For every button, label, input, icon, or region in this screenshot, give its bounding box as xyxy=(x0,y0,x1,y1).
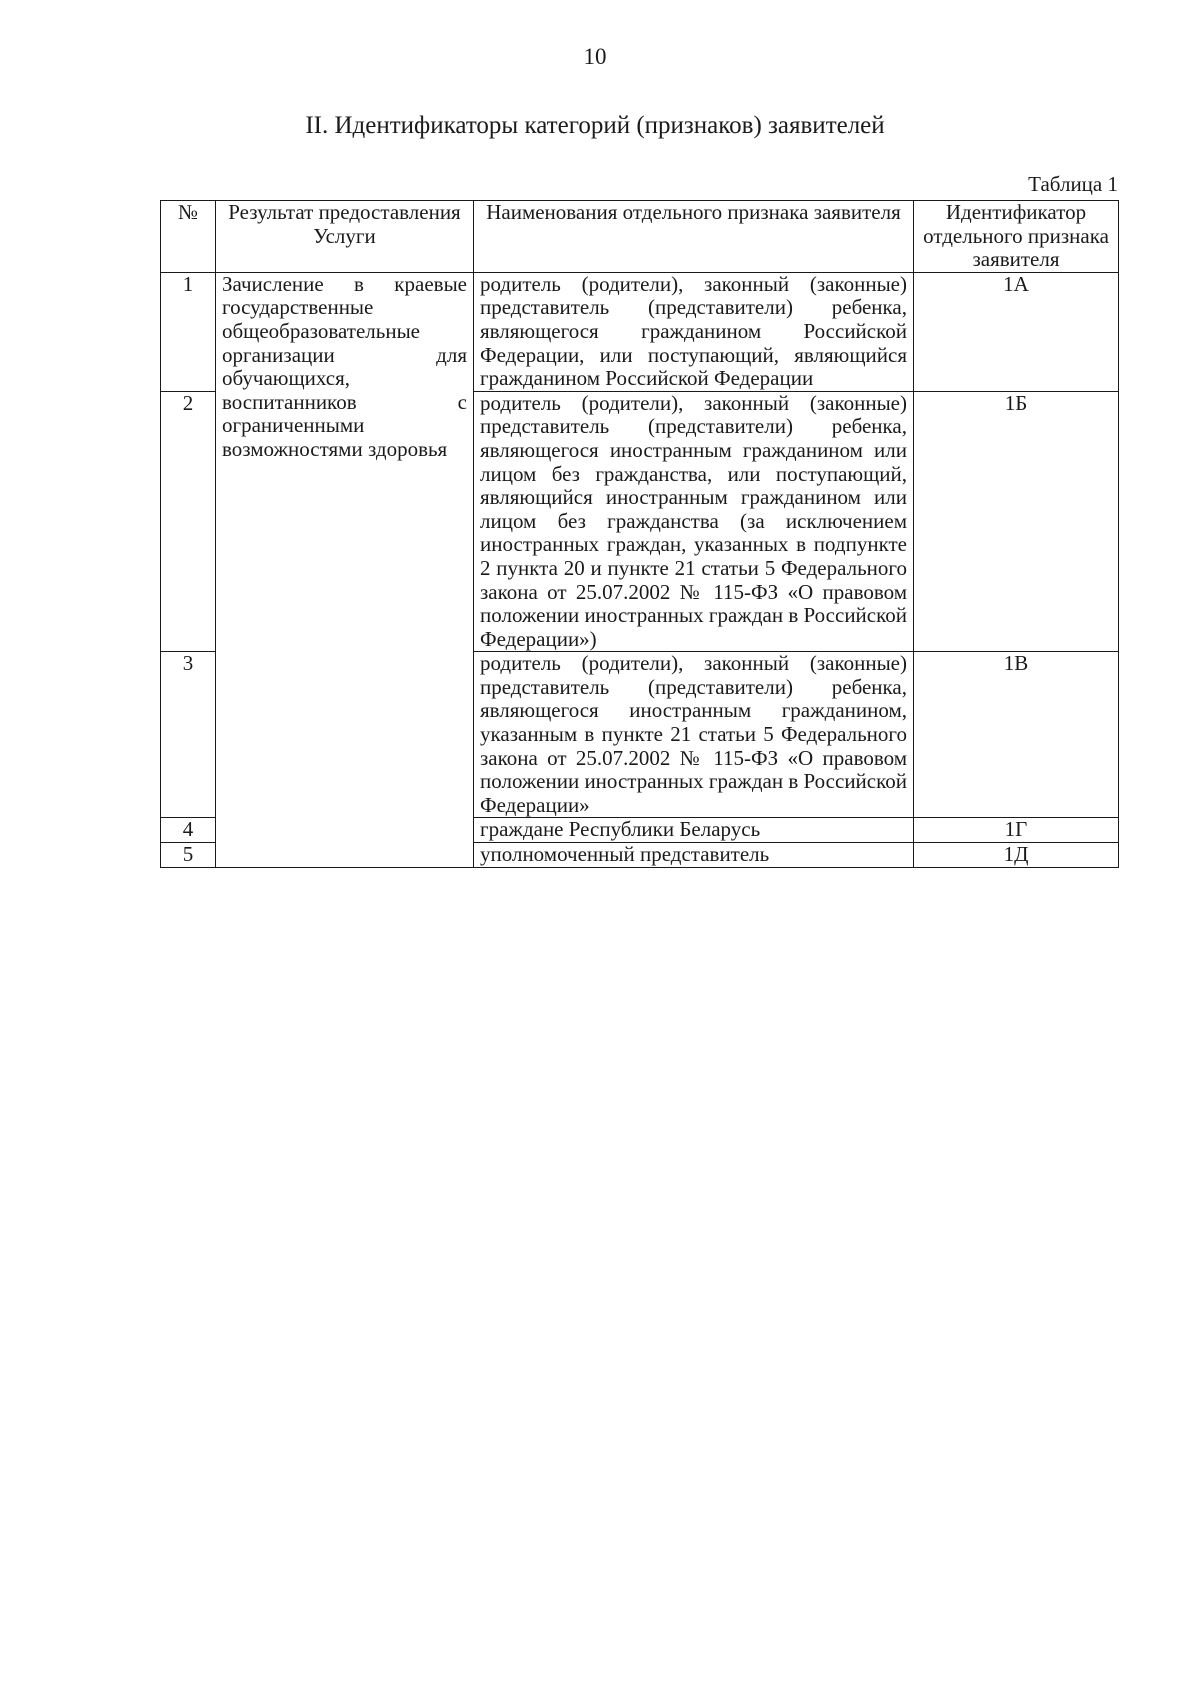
applicant-attribute-name: уполномоченный представитель xyxy=(474,843,914,868)
applicant-attribute-name: родитель (родители), законный (законные) представитель (представители) ребенка, являющегося гражданином Российской Федерации, или поступающий, являющийся гражданином Российской Федерации xyxy=(474,272,914,391)
applicant-attribute-id: 1Б xyxy=(914,391,1119,652)
applicant-attribute-id: 1А xyxy=(914,272,1119,391)
table-header-row xyxy=(161,201,1119,273)
applicant-attribute-id: 1В xyxy=(914,652,1119,818)
table-row xyxy=(161,272,1119,391)
row-number: 4 xyxy=(161,818,216,843)
row-number: 5 xyxy=(161,843,216,868)
table-caption: Таблица 1 xyxy=(1028,172,1118,196)
applicant-attribute-id: 1Д xyxy=(914,843,1119,868)
row-number: 1 xyxy=(161,272,216,391)
header-no: № xyxy=(161,201,216,273)
applicant-categories-table xyxy=(160,200,1119,868)
applicant-attribute-id: 1Г xyxy=(914,818,1119,843)
applicant-attribute-name: родитель (родители), законный (законные) представитель (представители) ребенка, являющегося иностранным гражданином или лицом без гражданства, или поступающий, являющийся иностранным гражданином или лицом без гражданства (за исключением иностранных граждан, указанных в подпункте 2 пункта 20 и пункте 21 статьи 5 Федерального закона от 25.07.2002 № 115-ФЗ «О правовом положении иностранных граждан в Российской Федерации») xyxy=(474,391,914,652)
applicant-attribute-name: граждане Республики Беларусь xyxy=(474,818,914,843)
row-number: 3 xyxy=(161,652,216,818)
section-title: II. Идентификаторы категорий (признаков) заявителей xyxy=(305,112,885,139)
header-id: Идентификатор отдельного признака заявителя xyxy=(914,201,1119,273)
header-result: Результат предоставления Услуги xyxy=(216,201,474,273)
page-number: 10 xyxy=(583,44,607,69)
applicant-attribute-name: родитель (родители), законный (законные) представитель (представители) ребенка, являющегося иностранным гражданином, указанным в пункте 21 статьи 5 Федерального закона от 25.07.2002 № 115-ФЗ «О правовом положении иностранных граждан в Российской Федерации» xyxy=(474,652,914,818)
header-name: Наименования отдельного признака заявителя xyxy=(474,201,914,273)
row-number: 2 xyxy=(161,391,216,652)
service-result-cell: Зачисление в краевые государственные общеобразовательные организации для обучающихся, воспитанников с ограниченными возможностями здоровья xyxy=(216,272,474,867)
